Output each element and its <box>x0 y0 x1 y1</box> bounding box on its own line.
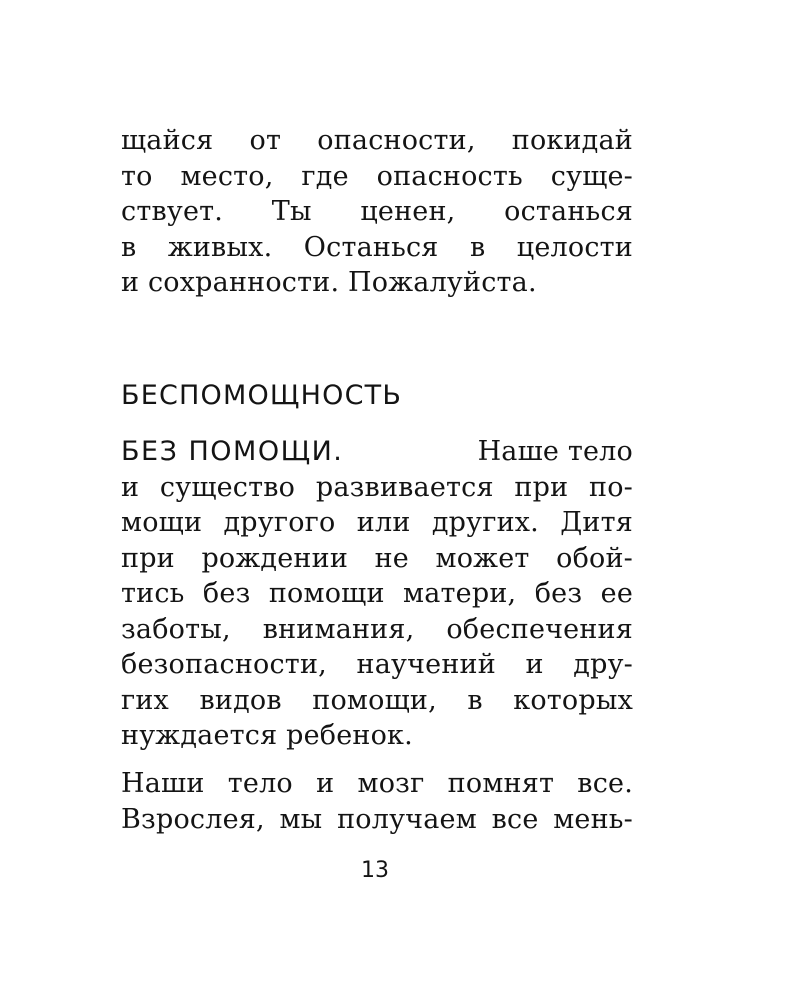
text-line: гих видов помощи, в которых <box>121 684 633 716</box>
lead-in-caps: БЕЗ ПОМОЩИ. <box>121 436 344 467</box>
text-line: безопасности, научений и дру- <box>121 649 633 680</box>
page-number: 13 <box>361 858 389 883</box>
text-line: в живых. Останься в целости <box>121 231 633 263</box>
text-line: заботы, внимания, обеспечения <box>121 613 633 645</box>
text-line: то место, где опасность суще- <box>121 160 633 192</box>
section-heading: БЕСПОМОЩНОСТЬ <box>121 380 403 411</box>
text-line: щайся от опасности, покидай <box>121 125 633 156</box>
section-paragraph-1 <box>121 434 633 754</box>
text-line: Наши тело и мозг помнят все. <box>121 768 633 799</box>
text-line <box>121 434 633 470</box>
text-line: при рождении не может обой- <box>121 542 633 574</box>
section-paragraph-2 <box>121 766 633 837</box>
text-line: ствует. Ты ценен, останься <box>121 196 633 227</box>
text-line: Взрослея, мы получаем все мень- <box>121 803 633 835</box>
text-line: мощи другого или других. Дитя <box>121 507 633 538</box>
lead-line-rest: Наше тело <box>477 436 633 467</box>
text-line: и существо развивается при по- <box>121 471 633 503</box>
top-paragraph <box>121 123 633 301</box>
text-line: тись без помощи матери, без ее <box>121 578 633 609</box>
text-line: нуждается ребенок. <box>121 720 413 751</box>
text-line: и сохранности. Пожалуйста. <box>121 267 537 298</box>
